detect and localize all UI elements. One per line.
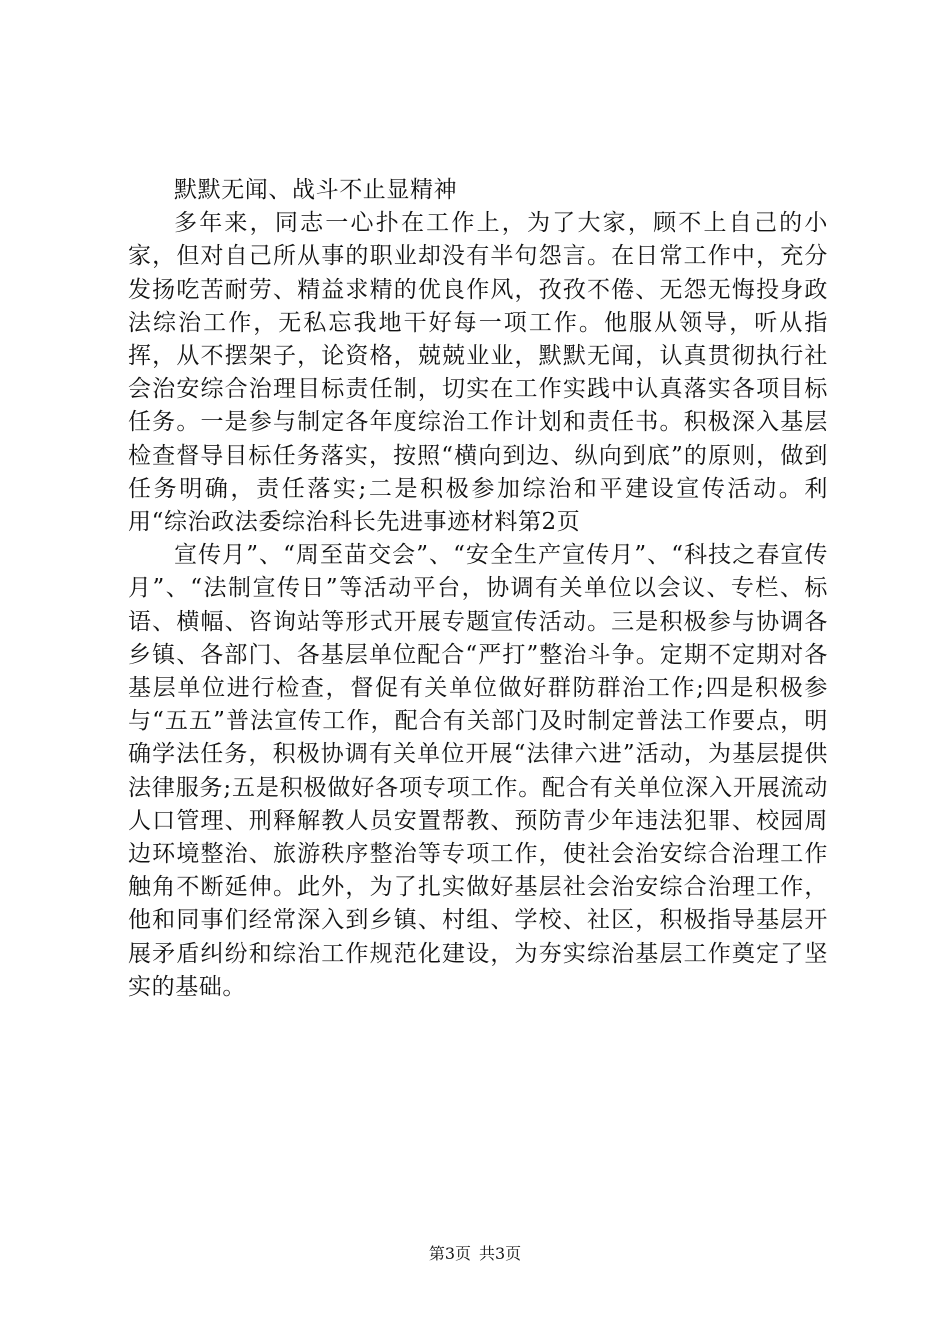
section-heading: 默默无闻、战斗不止显精神	[174, 177, 458, 203]
page-footer	[0, 1244, 950, 1264]
paragraph: 宣传月”、“周至苗交会”、“安全生产宣传月”、“科技之春宣传月”、“法制宣传日”等活动平台，协调有关单位以会议、专栏、标语、横幅、咨询站等形式开展专题宣传活动。三是积极参与协调各乡镇、各部门、各基层单位配合“严打”整治斗争。定期不定期对各基层单位进行检查，督促有关单位做好群防群治工作;四是积极参与“五五”普法宣传工作，配合有关部门及时制定普法工作要点，明确学法任务，积极协调有关单位开展“法律六进”活动，为基层提供法律服务;五是积极做好各项专项工作。配合有关单位深入开展流动人口管理、刑释解教人员安置帮教、预防青少年违法犯罪、校园周边环境整治、旅游秩序整治等专项工作，使社会治安综合治理工作触角不断延伸。此外，为了扎实做好基层社会治安综合治理工作，他和同事们经常深入到乡镇、村组、学校、社区，积极指导基层开展矛盾纠纷和综治工作规范化建设，为夯实综治基层工作奠定了坚实的基础。	[128, 542, 828, 1000]
page-total: 共3页	[479, 1244, 522, 1263]
document-body	[128, 174, 828, 1004]
paragraph: 多年来，同志一心扑在工作上，为了大家，顾不上自己的小家，但对自己所从事的职业却没有半句怨言。在日常工作中，充分发扬吃苦耐劳、精益求精的优良作风，孜孜不倦、无怨无悔投身政法综治工作，无私忘我地干好每一项工作。他服从领导，听从指挥，从不摆架子，论资格，兢兢业业，默默无闻，认真贯彻执行社会治安综合治理目标责任制，切实在工作实践中认真落实各项目标任务。一是参与制定各年度综治工作计划和责任书。积极深入基层检查督导目标任务落实，按照“横向到边、纵向到底”的原则，做到任务明确，责任落实;二是积极参加综治和平建设宣传活动。利用“综治政法委综治科长先进事迹材料第2页	[128, 210, 828, 536]
page-number: 第3页	[428, 1244, 471, 1263]
